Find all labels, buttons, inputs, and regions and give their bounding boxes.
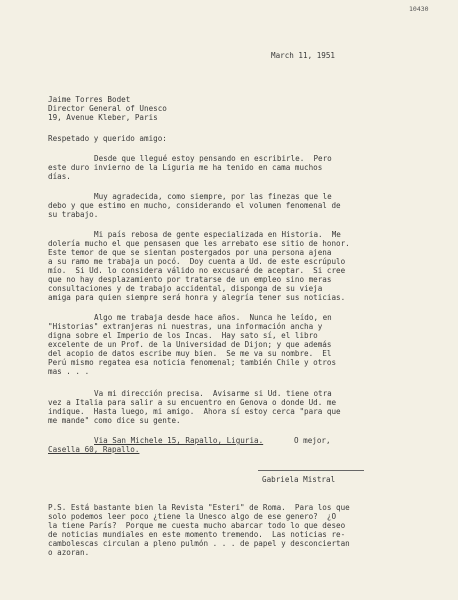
- paragraph-line: Mi país rebosa de gente especializada en Historia. Me: [94, 230, 341, 239]
- postscript-line: o azoran.: [48, 548, 90, 557]
- paragraph-line: Algo me trabaja desde hace años. Nunca he leído, en: [94, 313, 332, 322]
- paragraph-line: Este temor de que se sientan postergados por una persona ajena: [48, 248, 332, 257]
- paragraph-line: que no hay desplazamiento por tratarse de un empleo sino meras: [48, 275, 332, 284]
- recipient-name: Jaime Torres Bodet: [48, 95, 131, 104]
- paragraph-line: me mande" como dice su gente.: [48, 416, 181, 425]
- paragraph-line: mas . . .: [48, 367, 90, 376]
- paragraph-line: vez a Italia para salir a su encuentro en Genova o donde Ud. me: [48, 398, 337, 407]
- salutation: Respetado y querido amigo:: [48, 134, 167, 143]
- paragraph-line: del acopio de datos escribe muy bien. Se me va su nombre. El: [48, 349, 332, 358]
- postscript-line: cambolescas circulan a pleno pulmón . . . de papel y desconciertan: [48, 539, 350, 548]
- paragraph-line: indique. Hasta luego, mi amigo. Ahora sí estoy cerca "para que: [48, 407, 341, 416]
- paragraph-line: días.: [48, 172, 71, 181]
- postscript-line: la tiene París? Porque me cuesta mucho abarcar todo lo que deseo: [48, 521, 346, 530]
- paragraph-line: "Historias" extranjeras ni nuestras, una información ancha y: [48, 322, 323, 331]
- address-box: Casella 60, Rapallo.: [48, 445, 140, 454]
- address-alt: O mejor,: [294, 436, 331, 445]
- paragraph-line: a su ramo me trabaja un pocó. Doy cuenta a Ud. de este escrúpulo: [48, 257, 346, 266]
- paragraph-line: digna sobre el Imperio de los Incas. Hay sato sí, el libro: [48, 331, 318, 340]
- letter-date: March 11, 1951: [271, 51, 336, 60]
- paragraph-line: excelente de un Prof. de la Universidad de Dijon; y que además: [48, 340, 332, 349]
- signature-line: [258, 470, 364, 471]
- paragraph-line: su trabajo.: [48, 210, 99, 219]
- signature-name: Gabriela Mistral: [262, 475, 336, 484]
- paragraph-line: este duro invierno de la Liguria me ha tenido en cama muchos: [48, 163, 323, 172]
- postscript-line: de noticias mundiales en este momento tremendo. Las noticias re-: [48, 530, 346, 539]
- postscript-line: P.S. Está bastante bien la Revista "Esteri" de Roma. Para los que: [48, 503, 350, 512]
- paragraph-line: mío. Si Ud. lo considera válido no excusaré de aceptar. Si cree: [48, 266, 346, 275]
- paragraph-line: amiga para quien siempre será honra y alegría tener sus noticias.: [48, 293, 346, 302]
- recipient-address: 19, Avenue Kleber, Paris: [48, 113, 158, 122]
- paragraph-line: consultaciones y de trabajo accidental, disponga de su vieja: [48, 284, 323, 293]
- paragraph-line: dolería mucho el que pensasen que les arrebato ese sitio de honor.: [48, 239, 350, 248]
- paragraph-line: Perú mismo regatea esa noticia fenomenal; también Chile y otros: [48, 358, 337, 367]
- postscript-line: solo podemos leer poco ¿tiene la Unesco algo de ese genero? ¿O: [48, 512, 337, 521]
- paragraph-line: Desde que llegué estoy pensando en escribirle. Pero: [94, 154, 332, 163]
- recipient-title: Director General of Unesco: [48, 104, 167, 113]
- archive-number: 10430: [409, 5, 429, 13]
- address-street: Via San Michele 15, Rapallo, Liguria.: [94, 436, 264, 445]
- paragraph-line: debo y que estimo en mucho, considerando el volumen fenomenal de: [48, 201, 341, 210]
- paragraph-line: Muy agradecida, como siempre, por las finezas que le: [94, 192, 332, 201]
- paragraph-line: Va mi dirección precisa. Avisarme si Ud. tiene otra: [94, 389, 332, 398]
